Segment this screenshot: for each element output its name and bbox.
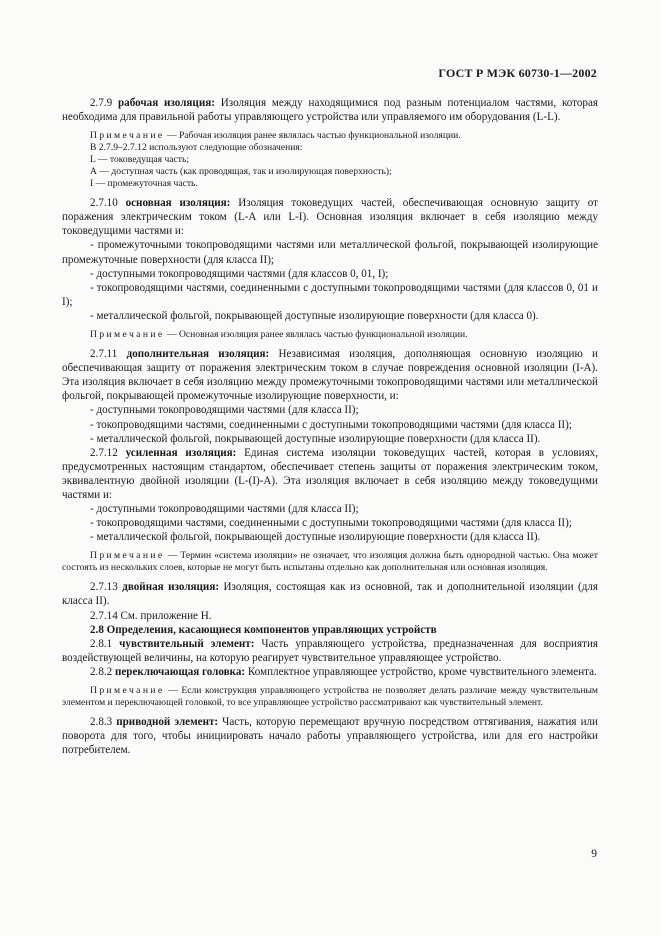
clause-number: 2.7.9 <box>90 97 113 109</box>
note-text: — Рабочая изоляция ранее являлась частью функциональной изоляции. <box>166 130 461 142</box>
notation-i: I — промежуточная часть. <box>90 178 198 190</box>
clause-2-8-1 <box>62 637 598 665</box>
note-label: Примечание <box>90 685 165 696</box>
notation-l: L — токоведущая часть; <box>90 154 190 166</box>
clause-2-8-3 <box>62 715 598 757</box>
clause-2-7-12 <box>62 446 598 502</box>
definition-text: Изоляция токоведущих частей, обеспечивающая основную защиту от поражения электрическим током (L-A или L-I). Основная изоляция включает в себя изоляцию между токоведущими частями и: <box>62 197 598 238</box>
clause-number: 2.8.2 <box>90 665 113 678</box>
definition-text: Независимая изоляция, дополняющая основную изоляцию и обеспечивающая защиту от поражения электрическим током в случае повреждения основной изоляции (I-A). Эта изоляция включает в себя изоляцию между промежуточными токопроводящими частями или металлической фольгой, покрывающей промежуточные изолирующие поверхности, и: <box>62 348 598 403</box>
note-label: Примечание <box>90 329 165 341</box>
definition-text: Изоляция, состоящая как из основной, так и дополнительной изоляции (для класса II). <box>62 581 598 608</box>
standard-header: ГОСТ Р МЭК 60730-1—2002 <box>438 66 597 80</box>
clause-2-7-13 <box>62 580 598 608</box>
note-text: — Основная изоляция ранее являлась частью функциональной изоляции. <box>166 329 468 341</box>
note-2-7-9 <box>62 130 598 190</box>
term: приводной элемент: <box>116 716 219 728</box>
notation-intro: В 2.7.9–2.7.12 используют следующие обозначения: <box>90 142 303 154</box>
note-2-7-10 <box>62 329 598 341</box>
clause-2-7-11 <box>62 347 598 403</box>
definition-text: Часть управляющего устройства, предназначенная для восприятия воздействующей величины, на которую реагирует чувствительное управляющее устройство. <box>62 637 598 664</box>
notation-a: А — доступная часть (как проводящая, так и изолирующая поверхность); <box>90 166 392 178</box>
list-item: - доступными токопроводящими частями (для класса II); <box>90 503 359 516</box>
term: рабочая изоляция: <box>118 97 215 109</box>
list-item: - токопроводящими частями, соединенными с доступными токопроводящими частями (для класса II); <box>90 418 572 431</box>
list-item: - токопроводящими частями, соединенными с доступными токопроводящими частями (для класса II); <box>90 517 572 530</box>
list-item: - промежуточными токопроводящими частями или металлической фольгой, покрывающей изолирующие промежуточные поверхности (для класса II); <box>62 239 598 266</box>
clause-number: 2.8.1 <box>90 637 113 650</box>
note-2-8-2 <box>62 685 598 709</box>
list-item: - металлической фольгой, покрывающей доступные изолирующие поверхности (для класса II). <box>90 531 541 544</box>
page-number: 9 <box>591 848 597 860</box>
definition-text: Часть, которую перемещают вручную посредством оттягивания, нажатия или поворота для того, чтобы инициировать начало работы управляющего устройства, или для его настройки потребителем. <box>62 716 598 757</box>
page-body <box>62 96 598 757</box>
term: усиленная изоляция: <box>125 446 237 459</box>
note-label: Примечание <box>90 130 165 142</box>
list-item: - доступными токопроводящими частями (для классов 0, 01, I); <box>90 267 389 280</box>
list-item: - металлической фольгой, покрывающей доступные изолирующие поверхности (для класса II). <box>90 432 541 445</box>
clause-2-7-14: 2.7.14 См. приложение Н. <box>90 609 212 622</box>
list-item: - токопроводящими частями, соединенными с доступными токопроводящими частями (для классов 0, 01 и I); <box>62 281 598 308</box>
term: дополнительная изоляция: <box>126 348 270 361</box>
section-title: 2.8 Определения, касающиеся компонентов управляющих устройств <box>90 623 437 636</box>
note-2-7-12 <box>62 550 598 574</box>
clause-number: 2.7.11 <box>90 348 118 361</box>
clause-number: 2.7.10 <box>90 197 118 210</box>
term: переключающая головка: <box>114 665 246 678</box>
definition-text: Изоляция между находящимися под разным потенциалом частями, которая необходима для правильной работы управляющего устройства или управляемого им оборудования (L-L). <box>62 97 598 124</box>
clause-2-7-10 <box>62 196 598 238</box>
term: чувствительный элемент: <box>119 637 255 650</box>
definition-text: Единая система изоляции токоведущих частей, которая в условиях, предусмотренных настоящим стандартом, обеспечивает степень защиты от поражения электрическим током, эквивалентную двойной изоляции (L-(I)-A). Эта изоляция включает в себя изоляцию между токоведущими частями и: <box>62 446 598 501</box>
list-item: - доступными токопроводящими частями (для класса II); <box>90 404 359 417</box>
note-label: Примечание <box>90 550 165 562</box>
clause-number: 2.7.13 <box>90 581 118 594</box>
clause-2-7-9 <box>62 96 598 124</box>
note-text: — Если конструкция управляющего устройства не позволяет делать различие между чувствительным элементом и переключающей головкой, то все управляющее устройство рассматривают как чувствительный элемент. <box>62 685 599 708</box>
list-item: - металлической фольгой, покрывающей доступные изолирующие поверхности (для класса 0). <box>90 309 539 322</box>
clause-number: 2.8.3 <box>90 716 113 728</box>
note-text: — Термин «система изоляции» не означает, что изоляция должна быть однородной частью. Она может состоять из нескольких слоев, которые не могут быть испытаны отдельно как дополнительная или основная изоляция. <box>62 550 598 574</box>
section-heading-2-8 <box>62 623 598 637</box>
clause-number: 2.7.12 <box>90 446 118 459</box>
definition-text: Комплектное управляющее устройство, кроме чувствительного элемента. <box>247 665 597 678</box>
term: основная изоляция: <box>125 197 231 210</box>
term: двойная изоляция: <box>122 581 220 594</box>
clause-2-8-2 <box>62 665 598 679</box>
